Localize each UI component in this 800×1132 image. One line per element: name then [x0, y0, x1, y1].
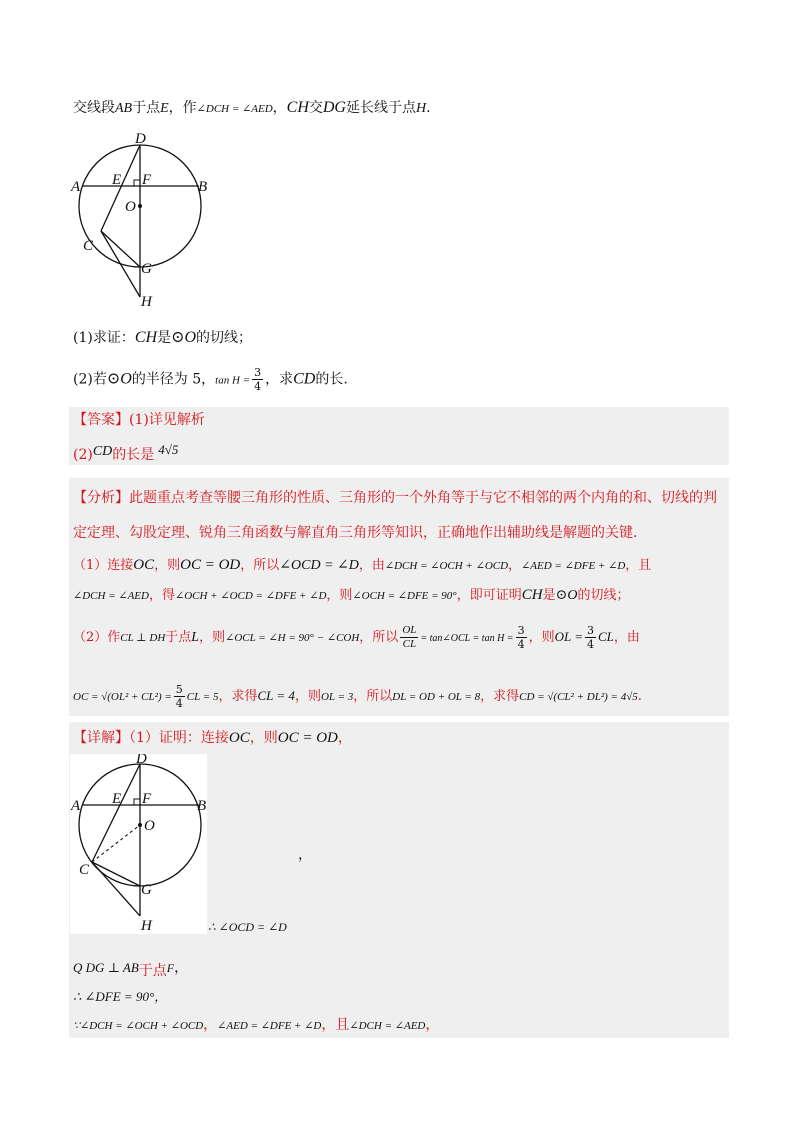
line-co-dashed: [92, 825, 140, 862]
answer-tag: 【答案】: [73, 412, 129, 428]
math: CL ⊥ DH: [120, 632, 166, 644]
math: ∠AED = ∠DFE + ∠D: [521, 560, 626, 572]
detail-line-4: [73, 1015, 439, 1036]
text: ，则: [326, 588, 353, 603]
detail-comma: [298, 845, 312, 865]
analysis-line-2: [73, 523, 637, 543]
text: 的半径为 5，: [131, 371, 216, 388]
math: ∠OCH + ∠OCD = ∠DFE + ∠D: [174, 590, 327, 602]
math: CH: [521, 587, 543, 603]
analysis-line-1: [73, 488, 717, 508]
math: E: [160, 101, 169, 116]
text: （2）作: [73, 630, 121, 645]
math: ⊙O: [171, 329, 197, 346]
detail-therefore: [208, 917, 287, 937]
detail-tag: 【详解】: [73, 730, 129, 746]
text: ，: [337, 730, 352, 746]
math: CL = 4: [257, 688, 295, 703]
text: ，由: [358, 558, 385, 573]
text: 的切线；: [196, 330, 253, 346]
analysis-tag: 【分析】: [73, 490, 129, 506]
math: H: [415, 101, 427, 116]
fraction: [516, 624, 527, 651]
numerator: 3: [517, 624, 525, 637]
math: AB: [115, 101, 133, 116]
text: ，求得: [218, 689, 258, 704]
text: .: [426, 100, 431, 116]
label-a: A: [71, 179, 81, 195]
text: ，则: [249, 730, 278, 746]
math: Q DG ⊥ AB: [73, 960, 139, 975]
math: DG: [322, 99, 346, 116]
label-f: F: [142, 172, 152, 188]
geometry-figure-1: [70, 130, 220, 310]
numerator: 3: [586, 624, 594, 637]
math: ∠DCH = ∠AED: [349, 1020, 426, 1032]
text: ，作: [168, 100, 197, 116]
text: 于点: [165, 630, 192, 645]
text: ，: [203, 1017, 218, 1033]
text: ，: [298, 847, 312, 863]
denominator: 4: [517, 638, 525, 651]
text: 于点: [138, 963, 167, 979]
denominator: 4: [254, 380, 262, 393]
math: 4√5: [158, 442, 179, 457]
label-e: E: [112, 172, 122, 188]
label-g: G: [141, 261, 152, 277]
label-a: A: [71, 798, 81, 814]
text: 的长.: [315, 371, 348, 388]
math: OL = 3: [320, 691, 354, 703]
math: OC: [133, 557, 155, 573]
text: 是: [157, 330, 172, 346]
label-o: O: [144, 818, 155, 834]
math: CD = √(CL² + DL²) = 4√5: [519, 691, 638, 703]
math: ∠OCL = ∠H = 90° − ∠COH: [225, 632, 360, 644]
detail-line-3: [73, 987, 167, 1007]
text: 此题重点考查等腰三角形的性质、三角形的一个外角等于与它不相邻的两个内角的和、切线的判: [129, 490, 717, 506]
denominator: 4: [586, 638, 594, 651]
text: 是: [542, 588, 556, 603]
math: DL = OD + OL = 8: [392, 691, 481, 703]
text: ，所以: [240, 558, 280, 573]
label-d: D: [135, 131, 146, 147]
geometry-figure-2: [70, 754, 220, 934]
question-1: [73, 328, 252, 348]
math: ∵∠DCH = ∠OCH + ∠OCD: [73, 1020, 204, 1032]
fraction: [252, 366, 263, 393]
math: ⊙O: [555, 588, 578, 603]
label-h: H: [141, 918, 152, 934]
text: ，: [425, 1017, 440, 1033]
text: ，所以: [353, 689, 393, 704]
math: ∴ ∠OCD = ∠D: [208, 920, 287, 934]
answer-line-2: [73, 440, 178, 465]
math: CL = 5: [186, 691, 219, 703]
point-o: [138, 823, 142, 827]
text: 于点: [132, 100, 161, 116]
label-e: E: [112, 791, 122, 807]
math: ∠DCH = ∠AED: [196, 103, 273, 115]
text: 交: [308, 100, 323, 116]
text: 定定理、勾股定理、锐角三角函数与解直角三角形等知识，正确地作出辅助线是解题的关键.: [73, 525, 638, 541]
math: OC = √(OL² + CL²) =: [73, 691, 172, 703]
math: OC = OD: [180, 557, 241, 573]
math: ⊙O: [106, 370, 132, 388]
detail-line-2: [73, 958, 188, 981]
math: OC = OD: [277, 730, 338, 746]
line-ch: [92, 862, 140, 916]
text: 交线段: [73, 100, 115, 116]
math: = tan∠OCL = tan H =: [420, 633, 514, 644]
right-angle-mark: [134, 799, 140, 805]
label-c: C: [83, 238, 94, 254]
text: (2): [73, 447, 93, 463]
math: ∠AED = ∠DFE + ∠D: [217, 1020, 322, 1032]
text: ，则: [199, 630, 226, 645]
text: ，: [174, 960, 189, 976]
intro-line: [73, 98, 431, 119]
question-2: [73, 366, 348, 393]
detail-line-1: [73, 728, 352, 748]
text: ，则: [294, 689, 321, 704]
analysis-step-3: [73, 622, 640, 654]
label-d: D: [136, 754, 147, 767]
text: ，得: [148, 588, 175, 603]
label-c: C: [79, 862, 90, 878]
text: 的长是: [112, 447, 155, 463]
denominator: 4: [175, 697, 183, 710]
text: ，: [508, 558, 522, 573]
math: ∠DCH = ∠OCH + ∠OCD: [384, 560, 509, 572]
text: ，: [272, 100, 287, 116]
math: OC: [228, 730, 250, 746]
line-cg: [101, 231, 140, 267]
analysis-step-2: [73, 585, 629, 606]
fraction: [585, 624, 596, 651]
text: .: [637, 689, 642, 704]
fraction: [174, 683, 185, 710]
label-o: O: [125, 199, 136, 215]
text: 延长线于点: [345, 100, 416, 116]
answer-line-1: [73, 410, 205, 430]
analysis-step-1: [73, 555, 651, 576]
text: ，求: [265, 371, 294, 388]
text: ，即可证明: [456, 588, 522, 603]
math: ∠OCD = ∠D: [279, 558, 359, 573]
math: ∠DCH = ∠AED: [73, 590, 149, 602]
math: ∴ ∠DFE = 90°，: [73, 989, 168, 1004]
text: 的切线；: [577, 588, 630, 603]
math: F: [166, 961, 175, 975]
math: CH: [286, 99, 309, 116]
line-dc: [92, 764, 140, 862]
label-h: H: [141, 294, 152, 310]
denominator: CL: [402, 638, 417, 650]
right-angle-mark: [134, 180, 140, 186]
line-ch: [101, 231, 140, 297]
point-o: [138, 204, 142, 208]
text: ，且: [321, 1017, 350, 1033]
math: CD: [92, 444, 113, 459]
math: ∠OCH = ∠DFE = 90°: [352, 590, 457, 602]
fraction: [400, 624, 418, 651]
numerator: 5: [175, 683, 183, 696]
label-g: G: [141, 882, 152, 898]
math: L: [191, 630, 200, 645]
text: ，所以: [359, 630, 399, 645]
label-b: B: [198, 179, 208, 195]
math: OL =: [554, 629, 583, 644]
text: （1）连接: [73, 558, 134, 573]
analysis-step-4: [73, 681, 642, 712]
math: tan H =: [215, 374, 251, 387]
label-f: F: [142, 791, 152, 807]
math: CL: [597, 629, 614, 644]
label-b: B: [197, 798, 207, 814]
text: ，则: [528, 630, 555, 645]
text: ，求得: [480, 689, 520, 704]
line-dc: [101, 145, 140, 231]
math: CD: [293, 370, 316, 388]
text: (2)若: [73, 371, 107, 388]
text: (1)求证：: [73, 330, 135, 346]
text: （1）证明：连接: [129, 730, 229, 746]
numerator: 3: [254, 366, 262, 379]
math: CH: [134, 329, 158, 346]
numerator: OL: [402, 624, 417, 636]
line-cg: [92, 862, 140, 886]
answer-1: (1)详见解析: [129, 412, 205, 428]
text: ，由: [613, 630, 640, 645]
text: ，且: [625, 558, 652, 573]
text: ，则: [154, 558, 181, 573]
